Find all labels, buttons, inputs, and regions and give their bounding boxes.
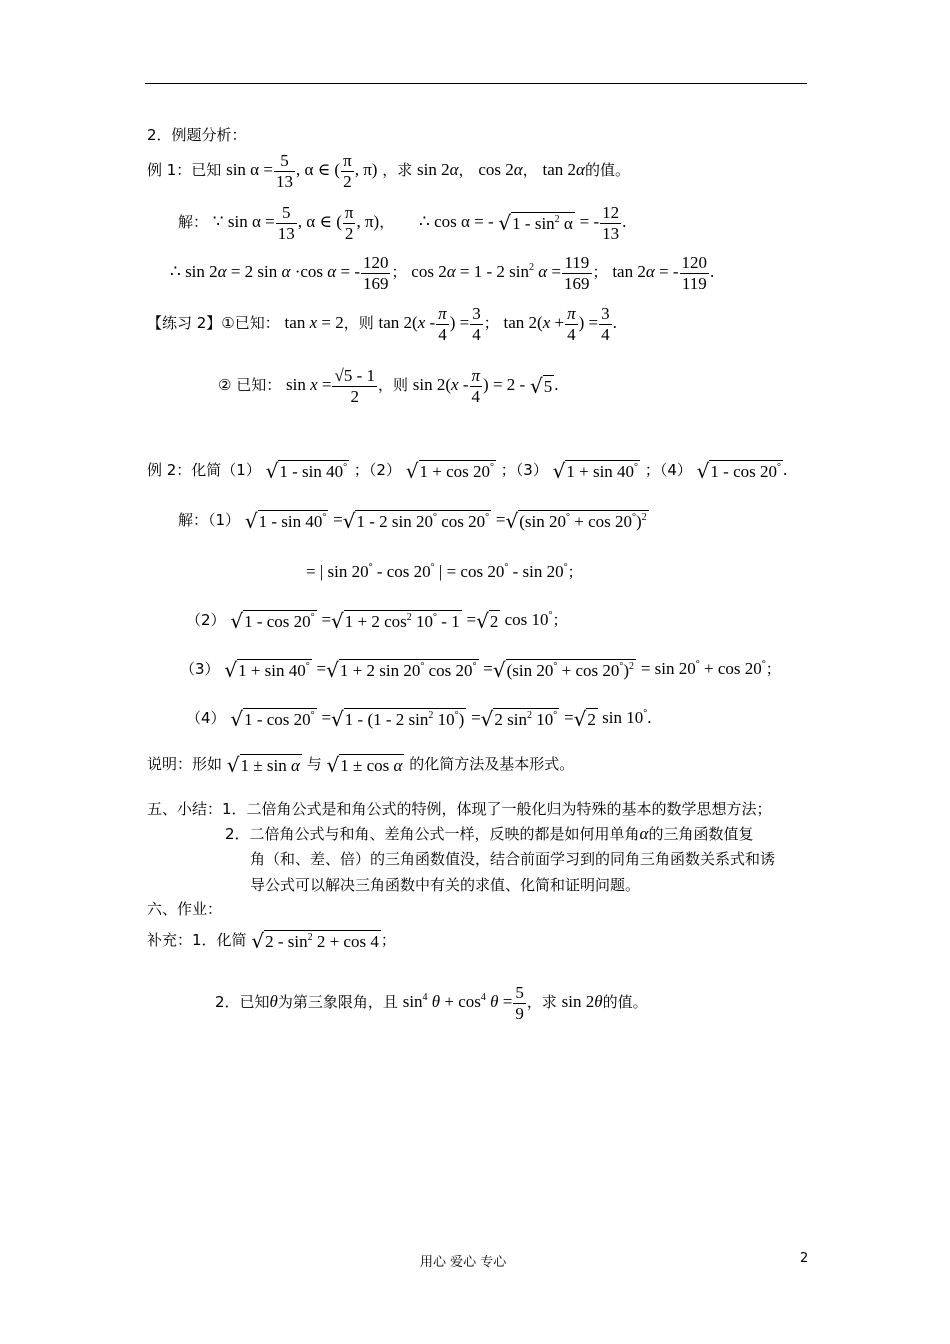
header-rule [145, 83, 807, 84]
exercise2-line1: 【练习 2】①已知： tan x = 2，则 tan 2(x - $\frac{\pi}{4}$ ) = $\frac{3}{4}$ ； tan 2(x + $\frac{\pi}{4}$ ) = $\frac{3}{4}$ . [147, 304, 617, 344]
solution2-line1b: = | sin 20° - cos 20° | = cos 20° - sin 20°； [306, 562, 583, 581]
fraction: $\frac{\pi}{2}$ [343, 151, 352, 191]
footer-slogan: 用心 爱心 专心 [420, 1255, 507, 1270]
homework-item2: 2．已知θ为第三象限角，且 $\sin^4 \theta + \cos^4 \theta$ = $\frac{5}{9}$ ，求 sin 2θ的值。 [215, 983, 648, 1023]
example2-line: 例 2：化简（1） √1 - sin 40° ；（2） √1 + cos 20° ；（3） √1 + sin 40° ；（4） √1 - cos 20° . [147, 459, 788, 484]
solution2-line1: 解：（1） √1 - sin 40° =√1 - 2 sin 20° cos 20° =√(sin 20° + cos 20°)$^2$ [178, 509, 647, 534]
section-heading: 2．例题分析： [147, 126, 247, 144]
page-number: 2 [800, 1251, 809, 1266]
solution2-line3: （3） √1 + sin 40° =√1 + 2 sin 20° cos 20° =√(sin 20° + cos 20°)$^2$ = sin 20° + cos 20°； [180, 658, 781, 683]
exercise2-line2: ② 已知： sin x = $\frac{√5 - 1}{2}$ ，则 sin 2(x - $\frac{\pi}{4}$ ) = 2 - √5 . [218, 366, 559, 406]
note-line: 说明：形如 √1 ± sin α 与 √1 ± cos α 的化简方法及基本形式。 [147, 753, 575, 778]
formula: sin α = [226, 160, 273, 180]
solution2-line4: （4） √1 - cos 20° =√1 - (1 - 2 $\sin^2 10^\circ) =√2$ $\sin^2 10^\circ =√2$ sin 10°. [186, 707, 652, 732]
fraction: $\frac{5}{13}$ [275, 151, 293, 191]
example1-line: 例 1：已知 sin α = $\frac{5}{13}$ , α ∈ ( $\frac{\pi}{2}$ , π) ，求 sin 2α， cos 2α， tan 2α的值。 [147, 151, 630, 191]
summary-line2: 2．二倍角公式与和角、差角公式一样，反映的都是如何用单角α的三角函数值复 [225, 824, 754, 843]
solution2-line2: （2） √1 - cos 20° =√1 + 2 $\cos^2 10^\circ - 1 =√2$ cos 10°； [186, 609, 568, 634]
summary-line3: 角（和、差、倍）的三角函数值没，结合前面学习到的同角三角函数关系式和诱 [250, 850, 776, 868]
summary-line1: 五、小结：1．二倍角公式是和角公式的特例，体现了一般化归为特殊的基本的数学思想方法； [147, 800, 772, 818]
solution1-line1: 解： ∵ sin α = $\frac{5}{13}$ , α ∈ ( $\frac{\pi}{2}$ , π)， ∴ cos α = - $√1 - \sin^2 \alpha$ = - $\frac{12}{13}$ . [178, 203, 627, 243]
summary-line4: 导公式可以解决三角函数中有关的求值、化简和证明问题。 [250, 876, 641, 894]
homework-heading: 六、作业： [147, 900, 223, 918]
homework-item1: 补充：1．化简 $√2 - \sin^2 2 + \cos 4$ ； [147, 929, 396, 954]
solution1-line2: ∴ sin 2α = 2 sin α ·cos α = - $\frac{120}{169}$ ； cos 2α = 1 - 2 $\sin^2 \alpha$ = $\frac{119}{169}$ ； tan 2α = - $\frac{120}{119}$ . [170, 253, 715, 293]
